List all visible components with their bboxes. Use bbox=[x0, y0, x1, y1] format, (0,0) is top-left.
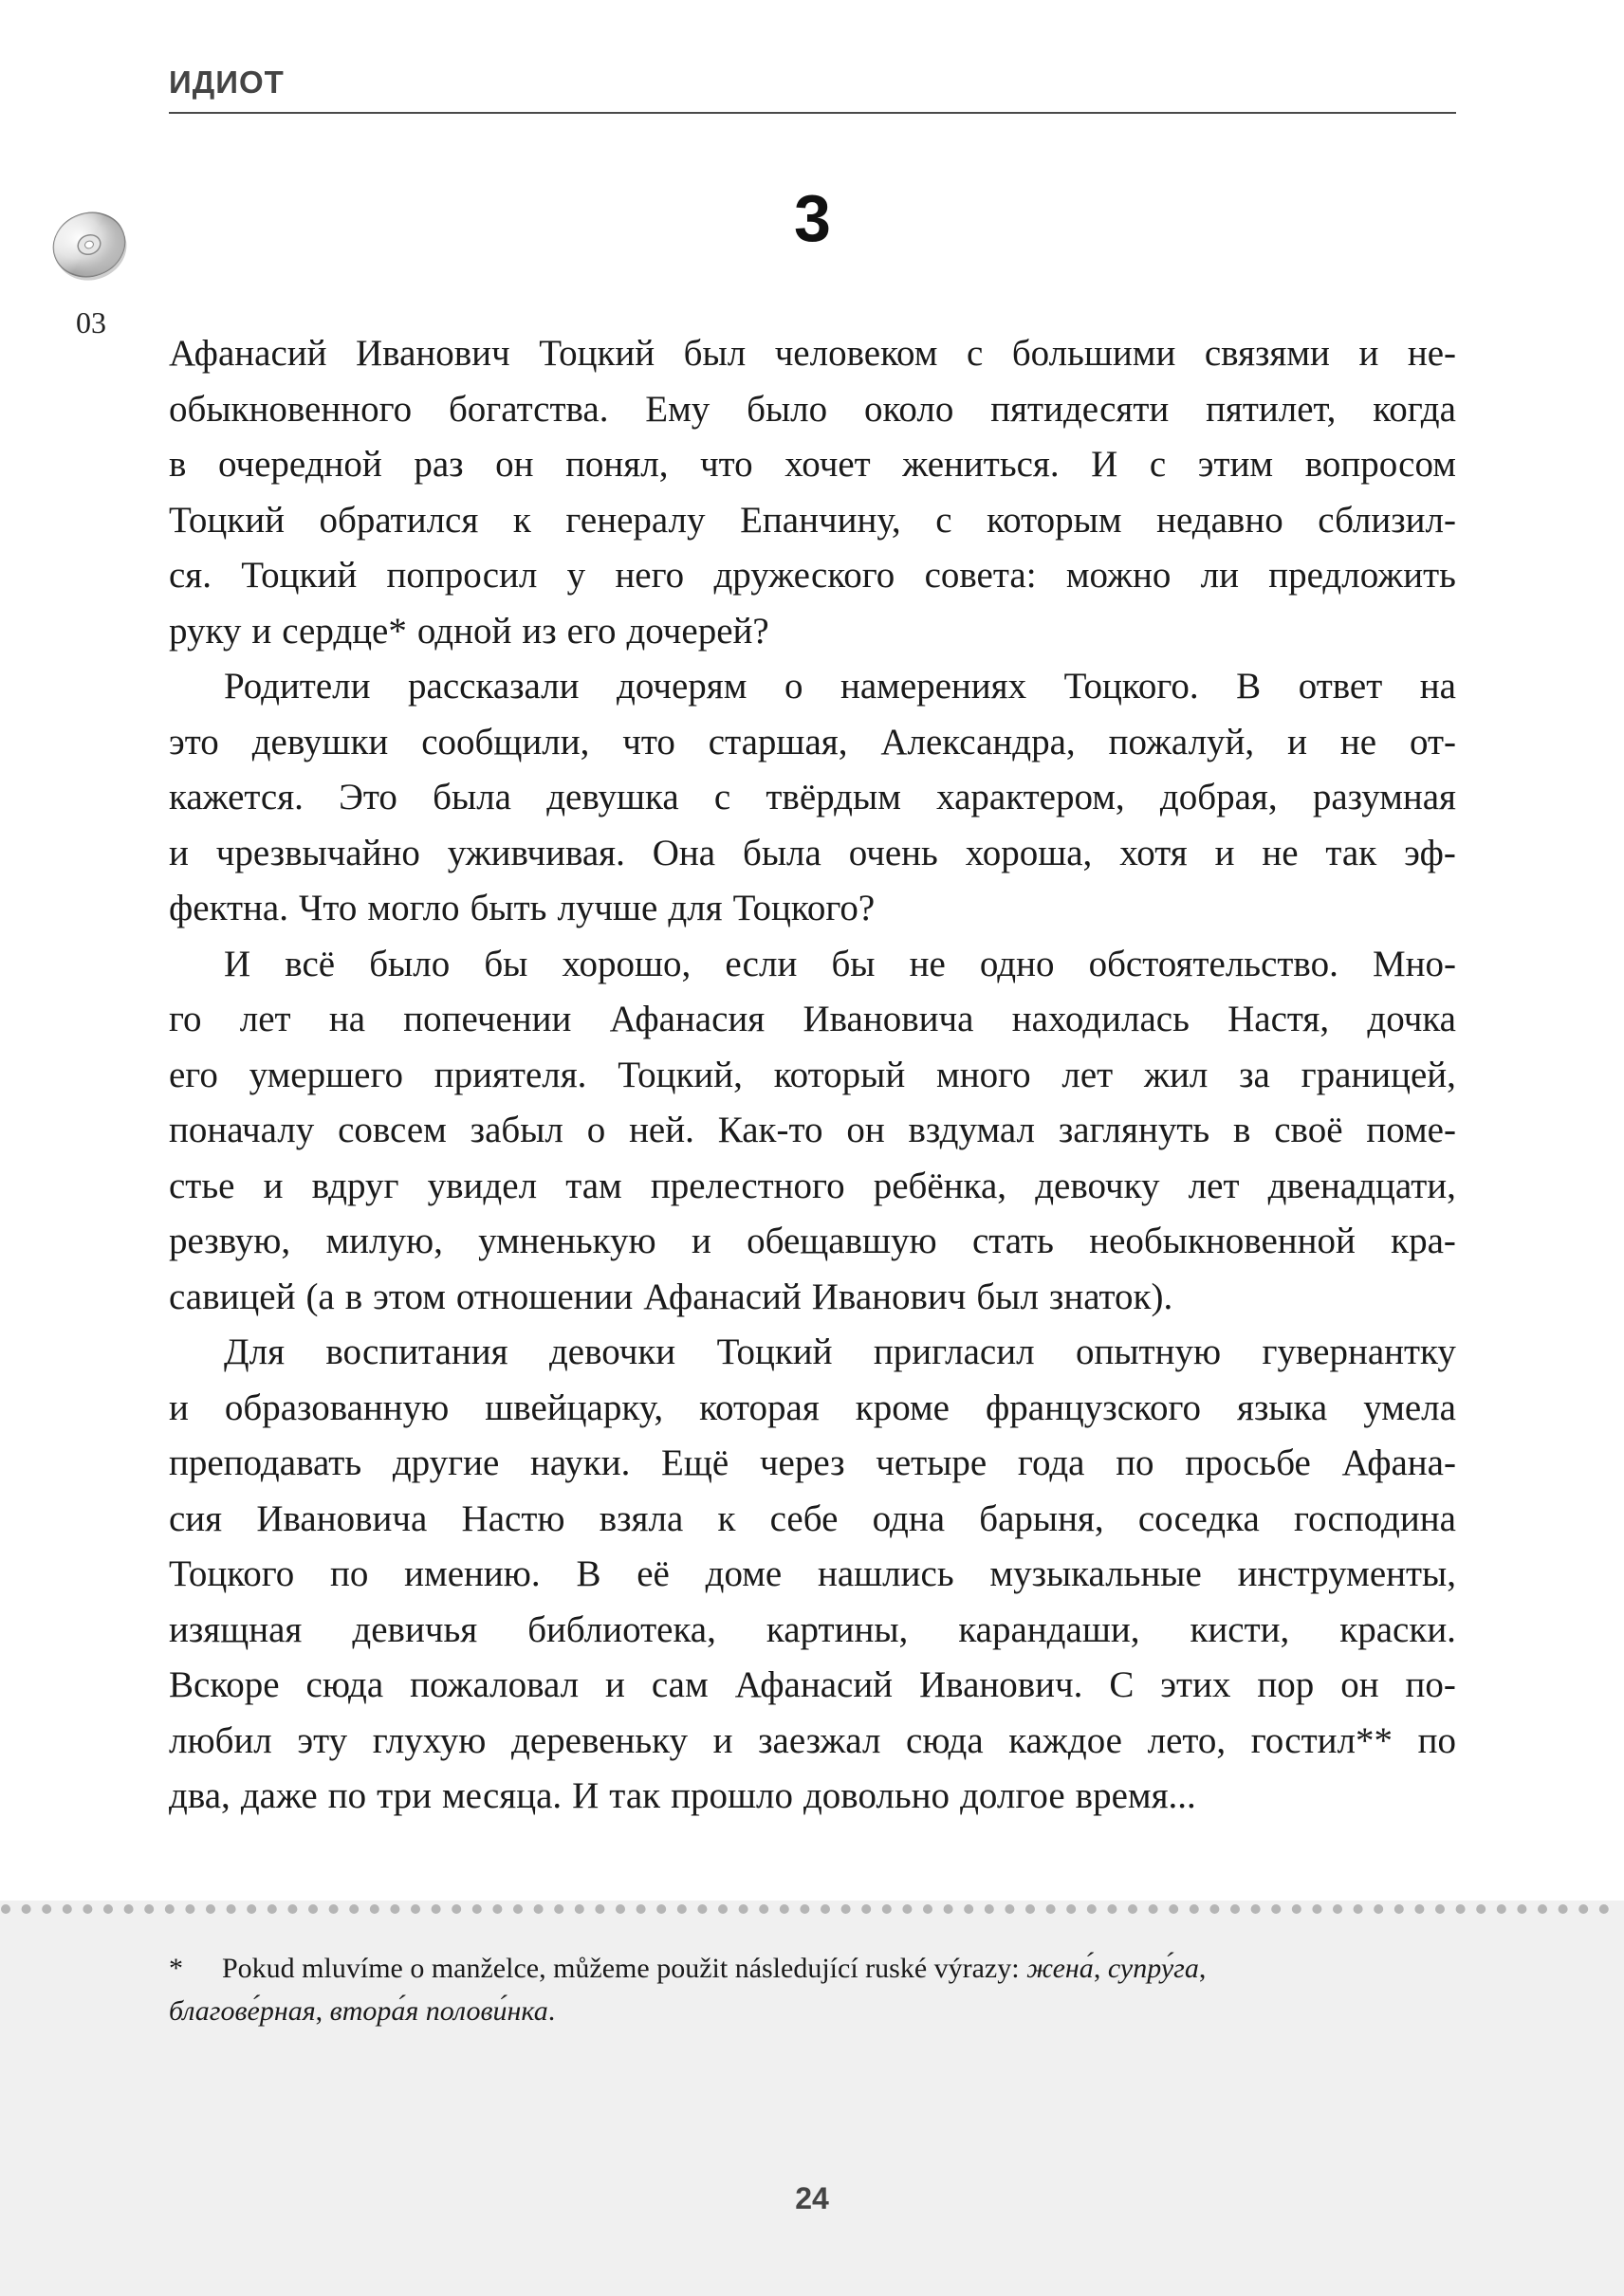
separator-dot bbox=[1005, 1904, 1014, 1914]
separator-dot bbox=[1599, 1904, 1609, 1914]
separator-dot bbox=[882, 1904, 892, 1914]
separator-dot bbox=[1169, 1904, 1178, 1914]
separator-dot bbox=[656, 1904, 666, 1914]
text-line: стье и вдруг увидел там прелестного ребёнка, девочку лет двенадцати, bbox=[169, 1165, 1456, 1206]
text-line: Вскоре сюда пожаловал и сам Афанасий Иванович. С этих пор он по- bbox=[169, 1664, 1456, 1705]
separator-dot bbox=[268, 1904, 277, 1914]
text-line: го лет на попечении Афанасия Ивановича находилась Настя, дочка bbox=[169, 999, 1456, 1039]
separator-dot bbox=[1025, 1904, 1035, 1914]
footnote-marker: * bbox=[169, 1953, 183, 1984]
separator-dot bbox=[452, 1904, 461, 1914]
dotted-separator bbox=[0, 1902, 1624, 1916]
separator-dot bbox=[821, 1904, 830, 1914]
separator-dot bbox=[861, 1904, 871, 1914]
separator-dot bbox=[349, 1904, 359, 1914]
text-line: Для воспитания девочки Тоцкий пригласил опытную гувернантку bbox=[224, 1332, 1456, 1372]
separator-dot bbox=[902, 1904, 912, 1914]
separator-dot bbox=[492, 1904, 502, 1914]
separator-dot bbox=[697, 1904, 707, 1914]
separator-dot bbox=[513, 1904, 523, 1914]
text-line: Афанасий Иванович Тоцкий был человеком с большими связями и не- bbox=[169, 333, 1456, 374]
separator-dot bbox=[308, 1904, 318, 1914]
separator-dot bbox=[1517, 1904, 1526, 1914]
text-line: и чрезвычайно уживчивая. Она была очень хороша, хотя и не так эф- bbox=[169, 832, 1456, 873]
separator-dot bbox=[1046, 1904, 1056, 1914]
separator-dot bbox=[206, 1904, 215, 1914]
separator-dot bbox=[287, 1904, 297, 1914]
separator-dot bbox=[1230, 1904, 1240, 1914]
separator-dot bbox=[534, 1904, 544, 1914]
text-line: резвую, милую, умненькую и обещавшую стать необыкновенной кра- bbox=[169, 1221, 1456, 1261]
separator-dot bbox=[1559, 1904, 1568, 1914]
footnote-term: благове́рная bbox=[169, 1995, 316, 2027]
chapter-number: 3 bbox=[794, 181, 831, 255]
text-line: в очередной раз он понял, что хочет жениться. И с этим вопросом bbox=[169, 444, 1456, 485]
separator-dot bbox=[42, 1904, 51, 1914]
separator-dot bbox=[1476, 1904, 1486, 1914]
separator-dot bbox=[1066, 1904, 1076, 1914]
separator-dot bbox=[1271, 1904, 1281, 1914]
text-line: это девушки сообщили, что старшая, Александра, пожалуй, и не от- bbox=[169, 721, 1456, 762]
separator-dot bbox=[1497, 1904, 1506, 1914]
separator-dot bbox=[63, 1904, 72, 1914]
text-line: два, даже по три месяца. И так прошло довольно долгое время... bbox=[169, 1775, 1196, 1816]
separator-dot bbox=[575, 1904, 584, 1914]
separator-dot bbox=[1456, 1904, 1466, 1914]
separator-dot bbox=[165, 1904, 175, 1914]
separator-dot bbox=[1394, 1904, 1404, 1914]
separator-dot bbox=[1190, 1904, 1199, 1914]
separator-dot bbox=[1292, 1904, 1301, 1914]
separator-dot bbox=[637, 1904, 646, 1914]
separator-dot bbox=[554, 1904, 563, 1914]
separator-dot bbox=[841, 1904, 851, 1914]
separator-dot bbox=[390, 1904, 399, 1914]
separator-dot bbox=[1107, 1904, 1116, 1914]
separator-dot bbox=[985, 1904, 994, 1914]
body-text bbox=[169, 326, 1456, 1825]
text-line: сия Ивановича Настю взяла к себе одна барыня, соседка господина bbox=[169, 1497, 1456, 1539]
text-line: преподавать другие науки. Ещё через четыре года по просьбе Афана- bbox=[169, 1442, 1456, 1483]
audio-track-number: 03 bbox=[76, 305, 106, 340]
separator-dot bbox=[1414, 1904, 1424, 1914]
separator-dot bbox=[1087, 1904, 1097, 1914]
separator-dot bbox=[1251, 1904, 1261, 1914]
separator-dot bbox=[144, 1904, 154, 1914]
text-line: Тоцкий обратился к генералу Епанчину, с которым недавно сблизил- bbox=[169, 499, 1456, 541]
cd-icon[interactable] bbox=[47, 201, 133, 286]
text-line: и образованную швейцарку, которая кроме французского языка умела bbox=[169, 1387, 1456, 1428]
footnote-term: супру́га bbox=[1107, 1953, 1199, 1984]
separator-dot bbox=[780, 1904, 789, 1914]
separator-dot bbox=[1149, 1904, 1158, 1914]
separator-dot bbox=[595, 1904, 604, 1914]
page-number: 24 bbox=[795, 2181, 829, 2215]
text-line: савицей (а в этом отношении Афанасий Иванович был знаток). bbox=[169, 1276, 1173, 1317]
separator-dot bbox=[964, 1904, 973, 1914]
text-line: изящная девичья библиотека, картины, карандаши, кисти, краски. bbox=[169, 1608, 1456, 1650]
separator-dot bbox=[22, 1904, 31, 1914]
separator-dot bbox=[185, 1904, 194, 1914]
footnote-separator: , bbox=[1093, 1953, 1108, 1984]
separator-dot bbox=[247, 1904, 256, 1914]
footnote-term: втора́я полови́нка bbox=[329, 1995, 548, 2027]
text-line: руку и сердце* одной из его дочерей? bbox=[169, 610, 769, 652]
separator-dot bbox=[616, 1904, 625, 1914]
separator-dot bbox=[944, 1904, 953, 1914]
running-head-title: ИДИОТ bbox=[169, 64, 285, 100]
separator-dot bbox=[1578, 1904, 1588, 1914]
separator-dot bbox=[1, 1904, 10, 1914]
text-line: И всё было бы хорошо, если бы не одно обстоятельство. Мно- bbox=[224, 943, 1456, 984]
text-line: любил эту глухую деревеньку и заезжал сюда каждое лето, гостил** по bbox=[169, 1719, 1456, 1761]
separator-dot bbox=[103, 1904, 113, 1914]
footnote-term: жена́ bbox=[1026, 1953, 1094, 1984]
separator-dot bbox=[472, 1904, 482, 1914]
separator-dot bbox=[677, 1904, 687, 1914]
separator-dot bbox=[1333, 1904, 1342, 1914]
text-line: Тоцкого по имению. В её доме нашлись музыкальные инструменты, bbox=[169, 1553, 1456, 1594]
footnote-separator: , bbox=[315, 1995, 330, 2027]
separator-dot bbox=[1374, 1904, 1383, 1914]
text-line: фектна. Что могло быть лучше для Тоцкого? bbox=[169, 888, 876, 928]
text-line: поначалу совсем забыл о ней. Как-то он вздумал заглянуть в своё поме- bbox=[169, 1110, 1456, 1150]
footnote-prefix: Pokud mluvíme o manželce, můžeme použit následující ruské výrazy: bbox=[222, 1953, 1027, 1984]
separator-dot bbox=[759, 1904, 768, 1914]
separator-dot bbox=[432, 1904, 441, 1914]
separator-dot bbox=[739, 1904, 748, 1914]
text-line: ся. Тоцкий попросил у него дружеского совета: можно ли предложить bbox=[169, 555, 1456, 596]
separator-dot bbox=[83, 1904, 92, 1914]
separator-dot bbox=[923, 1904, 932, 1914]
separator-dot bbox=[227, 1904, 236, 1914]
footnote bbox=[169, 1947, 1456, 2032]
separator-dot bbox=[411, 1904, 420, 1914]
text-line: обыкновенного богатства. Ему было около пятидесяти пятилет, когда bbox=[169, 388, 1456, 430]
text-line: его умершего приятеля. Тоцкий, который много лет жил за границей, bbox=[169, 1054, 1456, 1095]
separator-dot bbox=[1435, 1904, 1445, 1914]
separator-dot bbox=[718, 1904, 728, 1914]
separator-dot bbox=[1312, 1904, 1321, 1914]
header-rule bbox=[169, 112, 1456, 114]
footnote-separator: , bbox=[1198, 1953, 1207, 1984]
separator-dot bbox=[329, 1904, 339, 1914]
separator-dot bbox=[1538, 1904, 1547, 1914]
text-line: Родители рассказали дочерям о намерениях Тоцкого. В ответ на bbox=[224, 666, 1456, 707]
text-line: кажется. Это была девушка с твёрдым характером, добрая, разумная bbox=[169, 777, 1456, 817]
separator-dot bbox=[1209, 1904, 1219, 1914]
separator-dot bbox=[1354, 1904, 1363, 1914]
separator-dot bbox=[370, 1904, 379, 1914]
footnote-end: . bbox=[547, 1995, 556, 2027]
separator-dot bbox=[124, 1904, 134, 1914]
separator-dot bbox=[1128, 1904, 1137, 1914]
separator-dot bbox=[800, 1904, 809, 1914]
